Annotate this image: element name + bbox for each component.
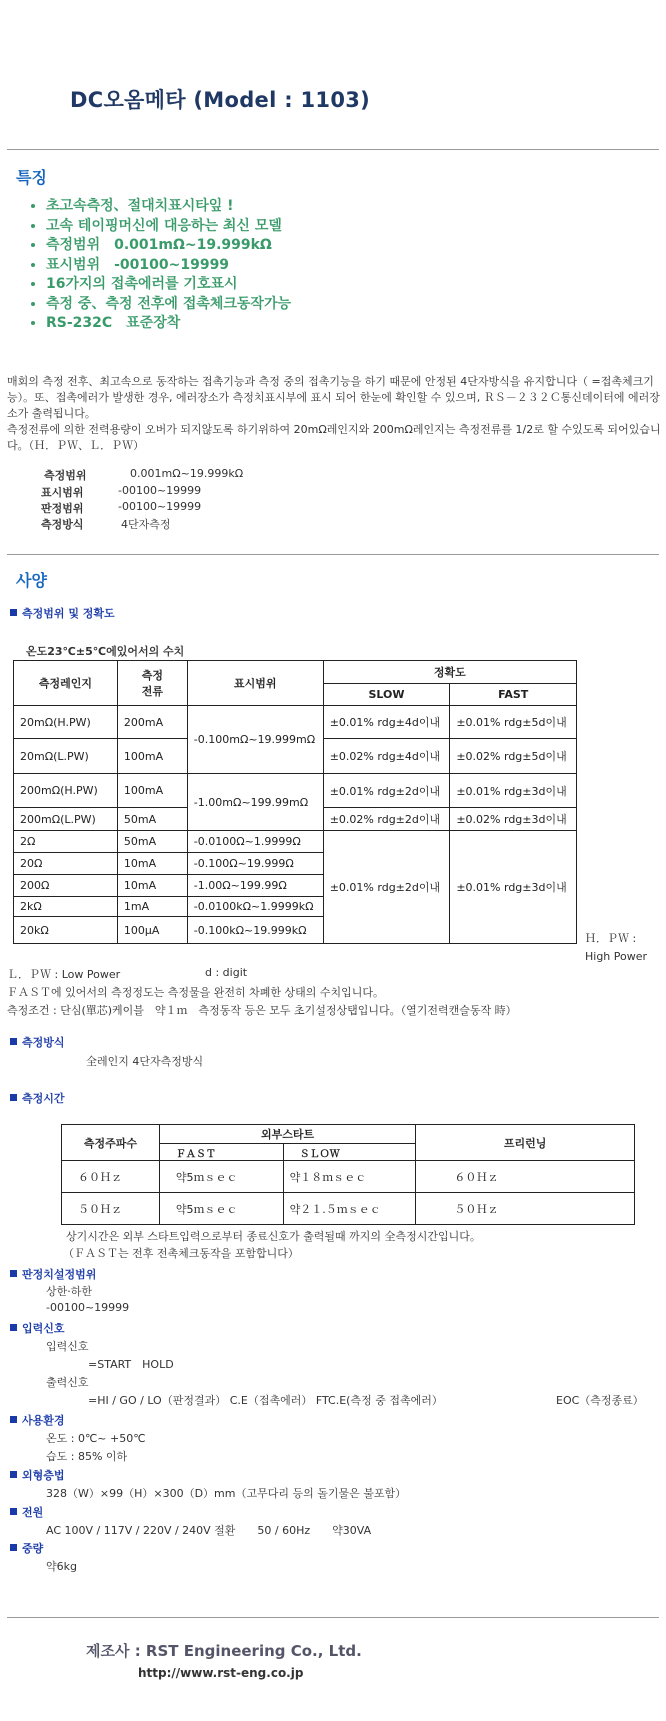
header-range: 측정레인지: [14, 661, 118, 706]
description-paragraph: 측정전류에 의한 전력용량이 오버가 되지않도록 하기위하여 20mΩ레인지와 200mΩ레인지는 측정전류를 1/2로 할 수있도록 되어있습니다。（Ｈ．ＰＷ、Ｌ．ＰＷ）: [7, 423, 661, 452]
feature-item: • 측정 중、측정 전후에 접촉체크동작가능: [46, 295, 291, 315]
cell-range: 20mΩ(L.PW): [14, 739, 118, 774]
env-heading: 사용환경: [10, 1412, 65, 1428]
square-bullet-icon: [10, 1324, 17, 1331]
header-ext: 외부스타트: [159, 1125, 416, 1144]
square-bullet-icon: [10, 1038, 17, 1045]
cell-fast: ±0.01% rdg±5d이내: [450, 706, 577, 739]
cell-range: 200Ω: [14, 875, 118, 897]
cell-display: -1.00mΩ~199.99mΩ: [187, 774, 323, 831]
time-table: [61, 1124, 635, 1225]
square-bullet-icon: [10, 1094, 17, 1101]
features-list: [30, 197, 291, 334]
header-display: 표시범위: [187, 661, 323, 706]
cell-freq: ５０Ｈｚ: [62, 1193, 160, 1225]
spec-heading: 사양: [16, 571, 47, 590]
judge-line: -00100~19999: [46, 1301, 130, 1314]
cell-display: -0.100Ω~19.999Ω: [187, 853, 323, 875]
cell-display: -0.0100Ω~1.9999Ω: [187, 831, 323, 853]
cell-slow: ±0.01% rdg±2d이내: [323, 774, 450, 808]
feature-item: • 고속 테이핑머신에 대응하는 최신 모델: [46, 217, 291, 237]
square-bullet-icon: [10, 609, 17, 616]
footer-url[interactable]: http://www.rst-eng.co.jp: [138, 1666, 304, 1680]
header-freq: 측정주파수: [62, 1125, 160, 1161]
cell-fast: ±0.02% rdg±5d이내: [450, 739, 577, 774]
square-bullet-icon: [10, 1471, 17, 1478]
table-row: [14, 831, 577, 853]
judge-line: 상한·하한: [46, 1285, 93, 1298]
summary-label: 측정방식: [41, 518, 84, 531]
cell-range: 20Ω: [14, 853, 118, 875]
header-free: 프리런닝: [416, 1125, 635, 1161]
summary-value: -00100~19999: [118, 484, 202, 497]
time-note: （ＦＡＳＴ는 전후 전촉체크동작을 포함합니다）: [63, 1247, 299, 1260]
cell-current: 1mA: [117, 897, 187, 917]
cell-range: 200mΩ(H.PW): [14, 774, 118, 808]
table-row: [62, 1193, 635, 1225]
method-heading: 측정방식: [10, 1034, 65, 1050]
footer-maker: 제조사 : RST Engineering Co., Ltd.: [86, 1642, 362, 1660]
summary-label: 표시범위: [41, 486, 84, 499]
env-temp: 온도 : 0℃~ +50℃: [46, 1432, 146, 1445]
cell-slow: ±0.01% rdg±2d이내: [323, 831, 450, 944]
header-fast: ＦＡＳＴ: [159, 1144, 283, 1161]
cell-display: -0.100mΩ~19.999mΩ: [187, 706, 323, 774]
header-fast: FAST: [450, 684, 577, 706]
divider: [7, 149, 659, 150]
env-humidity: 습도 : 85% 이하: [46, 1450, 128, 1463]
weight-heading: 중량: [10, 1540, 43, 1556]
feature-item: • 측정범위 0.001mΩ~19.999kΩ: [46, 236, 291, 256]
cell-display: -1.00Ω~199.99Ω: [187, 875, 323, 897]
condition-note: 온도23℃±5℃에있어서의 수치: [26, 645, 185, 658]
cell-range: 2Ω: [14, 831, 118, 853]
summary-value: 4단자측정: [121, 518, 171, 531]
cell-current: 10mA: [117, 853, 187, 875]
cell-display: -0.0100kΩ~1.9999kΩ: [187, 897, 323, 917]
cell-slow: 약２１.５ｍｓｅｃ: [283, 1193, 416, 1225]
feature-item: • 초고속측정、절대치표시타잎 !: [46, 197, 291, 217]
io-input-label: 입력신호: [46, 1340, 89, 1353]
io-input-value: =START HOLD: [88, 1358, 174, 1371]
cell-fast: ±0.01% rdg±3d이내: [450, 774, 577, 808]
cell-range: 2kΩ: [14, 897, 118, 917]
io-output-value: =HI / GO / LO（판정결과） C.E（접촉에러） FTC.E(측정 중 접촉에러）: [88, 1394, 443, 1407]
cell-current: 10mA: [117, 875, 187, 897]
method-value: 全레인지 4단자측정방식: [86, 1055, 204, 1068]
summary-value: -00100~19999: [118, 500, 202, 513]
feature-item: • 표시범위 -00100~19999: [46, 256, 291, 276]
cell-free: ５０Ｈｚ: [416, 1193, 635, 1225]
io-output-eoc: EOC（측정종료）: [556, 1394, 644, 1407]
cell-display: -0.100kΩ~19.999kΩ: [187, 917, 323, 944]
range-accuracy-table: [13, 660, 577, 944]
note-fast: ＦＡＳＴ에 있어서의 측정정도는 측정물을 완전히 차폐한 상태의 수치입니다。: [7, 986, 385, 999]
cell-range: 20mΩ(H.PW): [14, 706, 118, 739]
cell-current: 100μA: [117, 917, 187, 944]
square-bullet-icon: [10, 1508, 17, 1515]
io-output-label: 출력신호: [46, 1376, 89, 1389]
judge-heading: 판정치설정범위: [10, 1266, 96, 1282]
note-hpw: Ｈ．ＰＷ : High Power: [585, 932, 648, 963]
cell-slow: ±0.01% rdg±4d이내: [323, 706, 450, 739]
power-value: AC 100V / 117V / 220V / 240V 절환 50 / 60Hz 약30VA: [46, 1524, 372, 1537]
io-heading: 입력신호: [10, 1320, 65, 1336]
cell-range: 200mΩ(L.PW): [14, 808, 118, 831]
summary-label: 판정범위: [41, 502, 84, 515]
table-row: [14, 774, 577, 808]
summary-label: 측정범위: [44, 469, 87, 482]
cell-slow: ±0.02% rdg±4d이내: [323, 739, 450, 774]
cell-current: 100mA: [117, 739, 187, 774]
cell-slow: 약１８ｍｓｅｃ: [283, 1161, 416, 1193]
cell-fast: 약5ｍｓｅｃ: [159, 1161, 283, 1193]
feature-item: • 16가지의 접촉에러를 기호표시: [46, 275, 291, 295]
features-heading: 특징: [16, 168, 47, 187]
table-row: [62, 1161, 635, 1193]
header-current: 측정 전류: [117, 661, 187, 706]
square-bullet-icon: [10, 1270, 17, 1277]
cell-current: 100mA: [117, 774, 187, 808]
power-heading: 전원: [10, 1504, 43, 1520]
page-title: DC오옴메타 (Model : 1103): [70, 88, 371, 112]
dims-heading: 외형층법: [10, 1467, 65, 1483]
cell-slow: ±0.02% rdg±2d이내: [323, 808, 450, 831]
cell-fast: 약5ｍｓｅｃ: [159, 1193, 283, 1225]
range-accuracy-heading: 측정범위 및 정확도: [10, 605, 115, 621]
note-digit: d : digit: [205, 966, 248, 979]
header-slow: SLOW: [323, 684, 450, 706]
cell-freq: ６０Ｈｚ: [62, 1161, 160, 1193]
note-condition: 측정조건 : 단심(單芯)케이블 약１ｍ 측정동작 등은 모두 초기설정상탭입니다。（열기전력캔슬동작 時）: [7, 1004, 517, 1017]
feature-item: • RS-232C 표준장착: [46, 314, 291, 334]
note-lpw: Ｌ．ＰＷ : Low Power: [7, 968, 121, 981]
divider: [7, 554, 659, 555]
cell-fast: ±0.02% rdg±3d이내: [450, 808, 577, 831]
divider: [7, 1617, 659, 1618]
cell-current: 50mA: [117, 808, 187, 831]
square-bullet-icon: [10, 1416, 17, 1423]
weight-value: 약6kg: [46, 1560, 77, 1573]
cell-free: ６０Ｈｚ: [416, 1161, 635, 1193]
description-paragraph: 매회의 측정 전후、최고속으로 동작하는 접촉기능과 측정 중의 접촉기능을 하기 때문에 안정된 4단자방식을 유지합니다（ =접촉체크기능）。또、접촉에러가 발생한 경우, 에러장소가 측정치표시부에 표시 되어 한눈에 확인할 수 있으며, ＲＳ－２３２Ｃ통신데이터에 에러장소가 출력됩니다。: [7, 375, 660, 420]
square-bullet-icon: [10, 1544, 17, 1551]
summary-value: 0.001mΩ~19.999kΩ: [130, 467, 244, 480]
time-note: 상기시간은 외부 스타트입력으로부터 종료신호가 출력될때 까지의 全측정시간입니다。: [66, 1230, 481, 1243]
table-row: [14, 706, 577, 739]
cell-current: 50mA: [117, 831, 187, 853]
cell-range: 20kΩ: [14, 917, 118, 944]
cell-fast: ±0.01% rdg±3d이내: [450, 831, 577, 944]
header-accuracy: 정확도: [323, 661, 576, 684]
dims-value: 328（W）×99（H）×300（D）mm（고무다리 등의 돌기물은 불포함）: [46, 1487, 407, 1500]
time-heading: 측정시간: [10, 1090, 65, 1106]
cell-current: 200mA: [117, 706, 187, 739]
header-slow: ＳＬＯＷ: [283, 1144, 416, 1161]
